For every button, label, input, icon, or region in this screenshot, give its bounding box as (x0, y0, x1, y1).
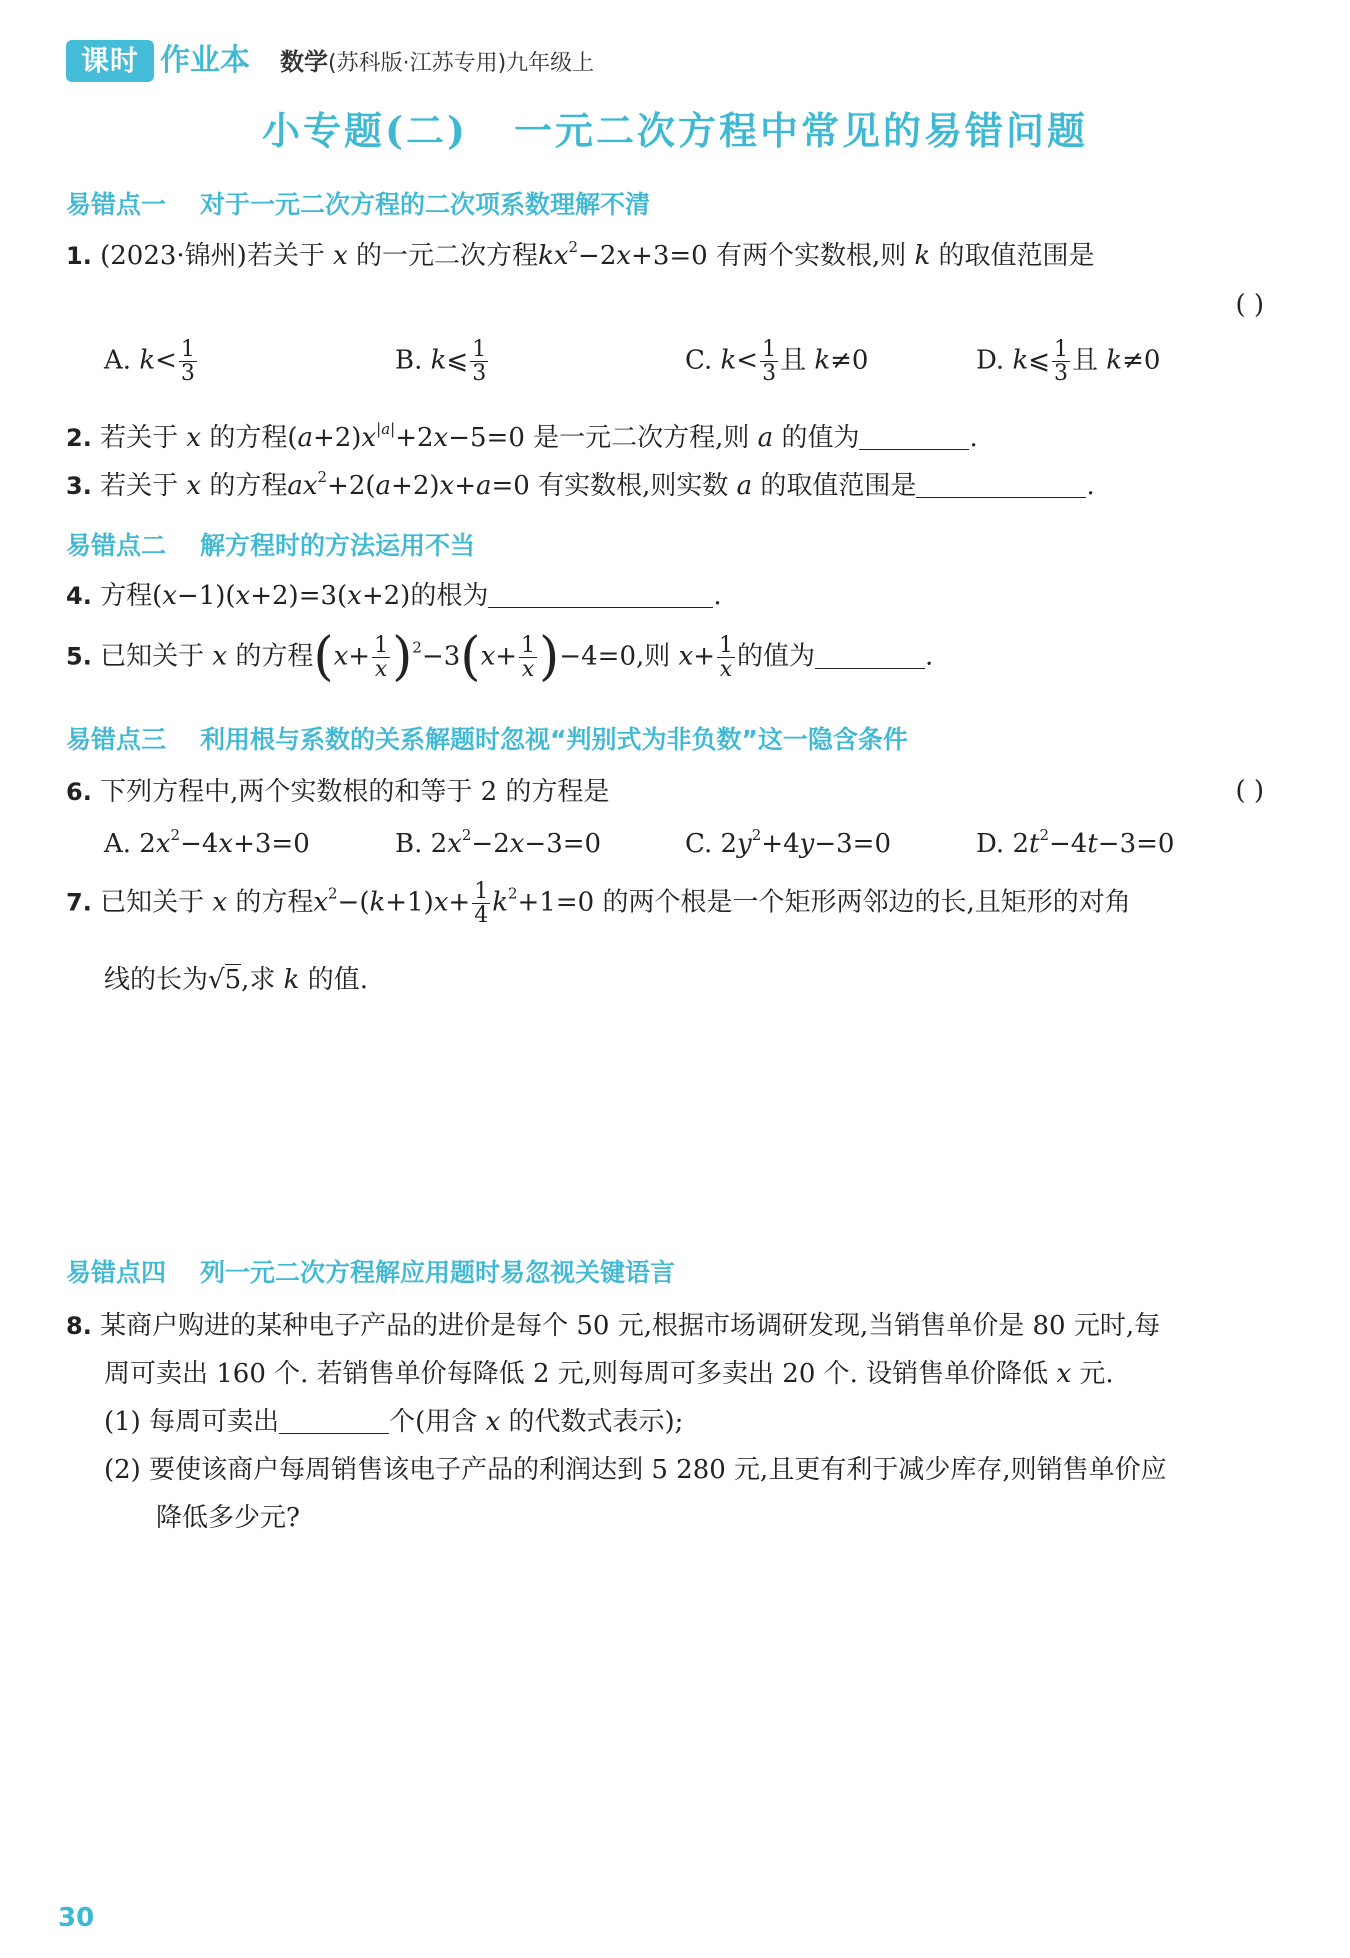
question-number: 2. (66, 424, 92, 452)
section-text: 列一元二次方程解应用题时易忽视关键语言 (200, 1258, 676, 1287)
page-number: 30 (58, 1903, 95, 1933)
option-letter: A. (104, 345, 132, 376)
answer-blank[interactable] (488, 582, 713, 608)
text: 的值为 (781, 423, 860, 453)
section-heading-2 (66, 526, 475, 562)
question-1: 1. (2023·锦州)若关于 x 的一元二次方程$kx^2-2x+3=0$ 有两个实数根,则 k 的取值范围是 (66, 238, 1095, 271)
text: 个(用含 (389, 1407, 478, 1437)
section-heading-4 (66, 1253, 675, 1289)
grade: 九年级上 (506, 51, 595, 76)
text: 的方程 (209, 471, 288, 501)
brand-logo: 课时 (66, 40, 154, 82)
text: 有实数根,则实数 (538, 471, 729, 501)
answer-blank[interactable] (859, 424, 969, 450)
text: 且 (1072, 345, 1099, 376)
text: 某商户购进的某种电子产品的进价是每个 50 元,根据市场调研发现,当销售单价是 80 元时,每 (100, 1311, 1161, 1341)
text: 元. (1079, 1359, 1114, 1389)
option-b[interactable]: B. $2x^2-2x-3=0$ (395, 826, 602, 859)
section-heading-1 (66, 185, 650, 221)
text: 已知关于 (100, 641, 205, 672)
option-letter: C. (685, 829, 713, 859)
question-source: (2023·锦州) (100, 241, 247, 271)
question-number: 7. (66, 888, 92, 917)
option-d[interactable]: D. k⩽ $\frac{1}{3}$ 且 k≠0 (976, 337, 1161, 387)
question-8-part-2-line-2 (156, 1502, 300, 1536)
text: 的方程 (235, 641, 314, 672)
option-c[interactable]: C. k< $\frac{1}{3}$ 且 k≠0 (685, 337, 869, 387)
answer-parentheses[interactable]: ( ) (1235, 776, 1264, 806)
option-c[interactable]: C. $2y^2+4y-3=0$ (685, 826, 891, 859)
question-number: 8. (66, 1312, 92, 1340)
question-number: 4. (66, 582, 92, 610)
question-8 (66, 1310, 1160, 1344)
page-title (0, 100, 1350, 155)
text: 的方程 (235, 887, 314, 918)
section-text: 解方程时的方法运用不当 (200, 531, 476, 560)
answer-blank[interactable] (815, 643, 925, 669)
title-part1: 小专题(二) (262, 108, 468, 153)
question-8-line-2: 周可卖出 160 个. 若销售单价每降低 2 元,则每周可多卖出 20 个. 设销售单价降低 x 元. (104, 1359, 1114, 1389)
question-6 (66, 776, 609, 810)
text: 且 (780, 345, 807, 376)
section-text: 利用根与系数的关系解题时忽视“判别式为非负数”这一隐含条件 (200, 725, 908, 754)
title-part2: 一元二次方程中常见的易错问题 (513, 108, 1088, 153)
text: 若关于 (246, 241, 325, 271)
question-8-part-2 (104, 1454, 1167, 1488)
answer-blank[interactable] (279, 1408, 389, 1434)
option-d[interactable]: D. $2t^2-4t-3=0$ (976, 826, 1175, 859)
edition: (苏科版·江苏专用) (328, 51, 507, 76)
option-letter: D. (976, 829, 1005, 859)
question-2: 2. 若关于 x 的方程$(a+2)x^{|a|}+2x-5=0$ 是一元二次方程,则 a 的值为 . (66, 420, 978, 453)
option-letter: B. (395, 829, 423, 859)
question-4: 4. 方程(x−1)(x+2)=3(x+2)的根为 . (66, 581, 722, 611)
text: 周可卖出 160 个. 若销售单价每降低 2 元,则每周可多卖出 20 个. 设销售单价降低 (104, 1359, 1049, 1389)
question-8-part-1: (1) 每周可卖出 个(用含 x 的代数式表示); (104, 1407, 684, 1437)
text: 线的长为 (104, 965, 209, 995)
question-number: 3. (66, 472, 92, 500)
question-7-line-2: 线的长为√5,求 k 的值. (104, 965, 368, 995)
option-letter: B. (395, 345, 423, 376)
section-heading-3 (66, 720, 908, 756)
section-label: 易错点二 (66, 531, 167, 560)
option-letter: C. (685, 345, 713, 376)
text: 若关于 (100, 471, 179, 501)
question-7: 7. 已知关于 x 的方程$x^2-(k+1)x+$ $\frac{1}{4}$ $k^2+1=0$ 的两个根是一个矩形两邻边的长,且矩形的对角 (66, 879, 1131, 929)
text: 下列方程中,两个实数根的和等于 2 的方程是 (100, 777, 610, 807)
text: 是一元二次方程,则 (533, 423, 750, 453)
answer-blank[interactable] (916, 472, 1086, 498)
question-number: 1. (66, 242, 92, 270)
text: 方程( (100, 581, 163, 611)
question-number: 5. (66, 642, 92, 671)
text: 的根为 (410, 581, 489, 611)
section-label: 易错点一 (66, 190, 167, 219)
option-letter: A. (104, 829, 132, 859)
question-5: 5. 已知关于 x 的方程(x+ $\frac{1}{x}$ )$^2$−3(x+ $\frac{1}{x}$ )−4=0,则 x+ $\frac{1}{x}$ 的值为 . (66, 627, 934, 688)
text: ,求 (241, 965, 276, 995)
answer-parentheses[interactable]: ( ) (1235, 290, 1264, 320)
text: 的代数式表示); (508, 1407, 684, 1437)
text: 的两个根是一个矩形两邻边的长,且矩形的对角 (602, 887, 1131, 918)
brand-subtitle: 作业本 (160, 43, 250, 78)
text: =0,则 (597, 641, 671, 672)
book-info (280, 44, 594, 82)
text: (2) 要使该商户每周销售该电子产品的利润达到 5 280 元,且更有利于减少库存,则销售单价应 (104, 1455, 1167, 1485)
question-3: 3. 若关于 x 的方程$ax^2+2(a+2)x+a=0$ 有实数根,则实数 a 的取值范围是 . (66, 468, 1095, 501)
text: 已知关于 (100, 887, 205, 918)
text: 的值. (307, 965, 368, 995)
option-a[interactable]: A. k< $\frac{1}{3}$ (104, 337, 195, 387)
option-b[interactable]: B. k⩽ $\frac{1}{3}$ (395, 337, 487, 387)
subject: 数学 (280, 48, 328, 76)
text: 的取值范围是 (760, 471, 917, 501)
text: 降低多少元? (156, 1503, 300, 1533)
question-number: 6. (66, 778, 92, 806)
text: 的一元二次方程 (356, 241, 539, 271)
option-a[interactable]: A. $2x^2-4x+3=0$ (104, 826, 310, 859)
option-letter: D. (976, 345, 1005, 376)
text: (1) 每周可卖出 (104, 1407, 280, 1437)
section-label: 易错点四 (66, 1258, 167, 1287)
text: 有两个实数根,则 (715, 241, 907, 271)
text: 的方程( (209, 423, 298, 453)
text: 若关于 (100, 423, 179, 453)
text: 的值为 (736, 641, 815, 672)
text: 的取值范围是 (938, 241, 1095, 271)
section-text: 对于一元二次方程的二次项系数理解不清 (200, 190, 651, 219)
section-label: 易错点三 (66, 725, 167, 754)
